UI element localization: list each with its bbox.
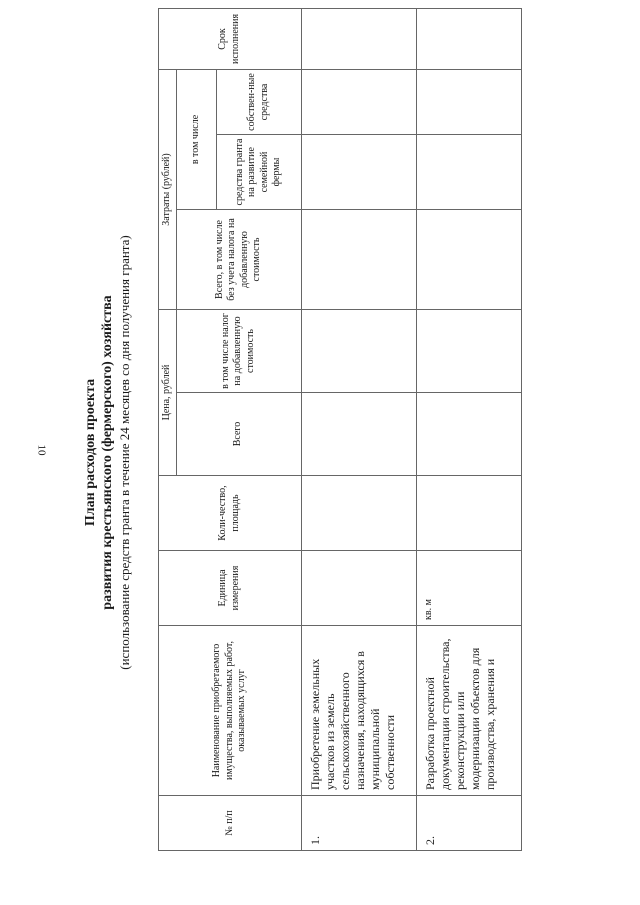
header-incl: в том числе (176, 69, 216, 209)
header-cost-group: Затраты (рублей) (159, 69, 177, 309)
row-num: 1. (301, 796, 416, 851)
header-num: № п/п (159, 796, 302, 851)
row-deadline (301, 8, 416, 69)
header-name: Наименование приобретаемого имущества, выполняемых работ, оказываемых услуг (159, 626, 302, 796)
row-name: Разработка проектной документации строительства, реконструкции или модернизации объектов для производства, хранения и (416, 626, 521, 796)
table-row (301, 8, 416, 850)
table-row (416, 8, 521, 850)
header-grant: средства гранта на развитие семейной фермы (216, 135, 301, 210)
row-price-total (301, 393, 416, 476)
header-cost-total: Всего, в том числе без учета налога на добавленную стоимость (176, 210, 301, 310)
row-cost-total (416, 210, 521, 310)
row-unit: кв. м (416, 551, 521, 626)
row-qty (301, 476, 416, 551)
row-own (301, 69, 416, 134)
expense-plan-table (158, 8, 522, 851)
row-deadline (416, 8, 521, 69)
header-deadline: Срок исполнения (159, 8, 302, 69)
row-price-vat (416, 310, 521, 393)
header-qty: Коли-чество, площадь (159, 476, 302, 551)
row-num: 2. (416, 796, 521, 851)
row-price-total (416, 393, 521, 476)
row-own (416, 69, 521, 134)
row-grant (416, 135, 521, 210)
document-title: План расходов проекта (83, 378, 98, 527)
document-note: (использование средств гранта в течение 24 месяцев со дня получения гранта) (117, 235, 132, 670)
header-own: собствен-ные средства (216, 69, 301, 134)
row-grant (301, 135, 416, 210)
row-qty (416, 476, 521, 551)
header-price-vat: в том числе налог на добавленную стоимость (176, 310, 301, 393)
header-unit: Единица измерения (159, 551, 302, 626)
row-name: Приобретение земельных участков из земель сельскохозяйственного назначения, находящихся в муниципальной собственности (301, 626, 416, 796)
document-subtitle: развития крестьянского (фермерского) хозяйства (100, 295, 115, 610)
row-unit (301, 551, 416, 626)
row-price-vat (301, 310, 416, 393)
header-price-group: Цена, рублей (159, 310, 177, 476)
header-price-total: Всего (176, 393, 301, 476)
page-number: 10 (35, 444, 48, 456)
row-cost-total (301, 210, 416, 310)
